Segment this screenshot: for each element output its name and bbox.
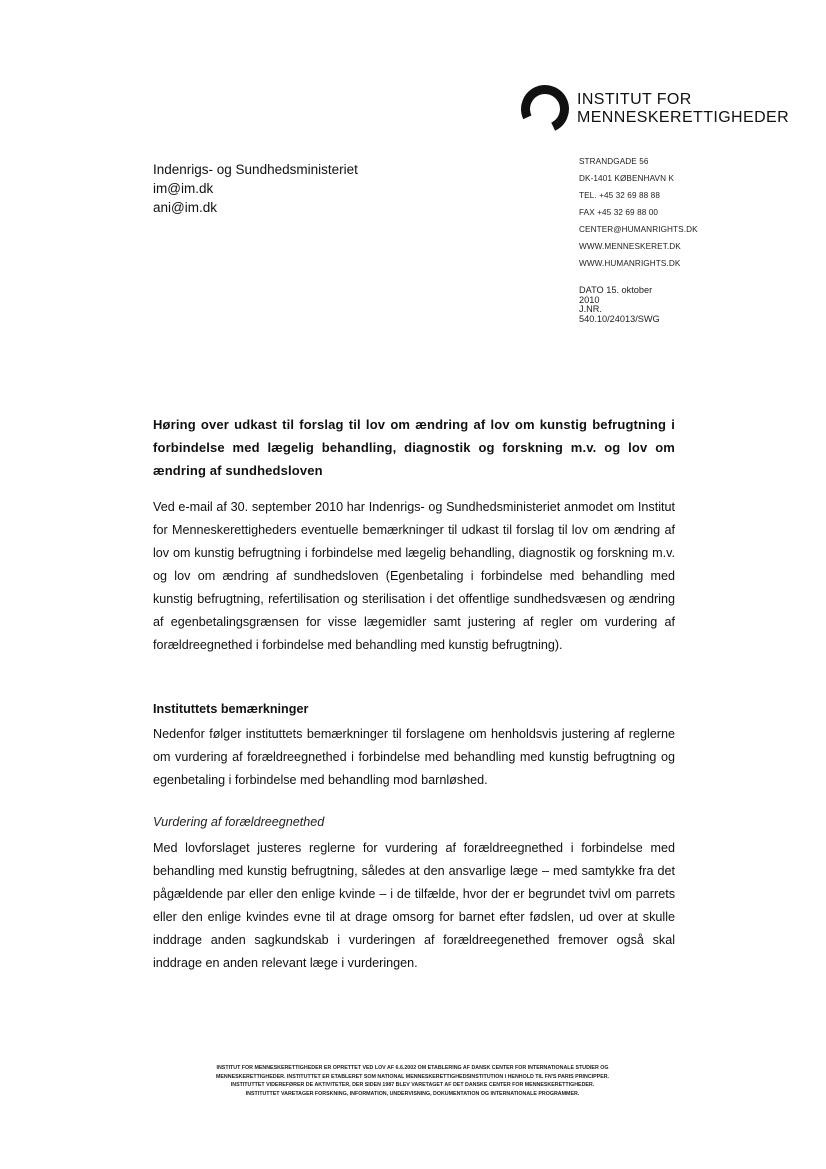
institute-logo xyxy=(519,83,789,133)
date-year: 2010 xyxy=(579,294,600,305)
recipient-email-1: im@im.dk xyxy=(153,181,214,196)
date-line: DATO 15. oktober xyxy=(579,285,653,295)
sender-fax: FAX +45 32 69 88 00 xyxy=(579,208,659,217)
parental-fitness-paragraph: Med lovforslaget justeres reglerne for vurdering af forældreegnethed i forbindelse med behandling med kunstig befrugtning, således at den ansvarlige læge – med samtykke fra det pågældende par eller den enlige kvinde – i de tilfælde, hvor der er begrundet tvivl om parrets eller den enlige kvindes evne til at drage omsorg for barnet efter fødslen, ud over at skulle inddrage anden sagkundskab i vurderingen af forældreegenethed fremover også skal inddrage en anden relevant læge i vurderingen. xyxy=(153,841,675,970)
recipient-block xyxy=(153,160,358,217)
sender-website-1: WWW.MENNESKERET.DK xyxy=(579,242,681,251)
footer-line-2: MENNESKERETTIGHEDER. INSTITUTTET ER ETABLERET SOM NATIONAL MENNESKERETTIGHEDSINSTITUTION I HENHOLD TIL FN'S PARIS PRINCIPPER. xyxy=(215,1073,610,1080)
letter-heading: Høring over udkast til forslag til lov om ændring af lov om kunstig befrugtning i forbindelse med lægelig behandling, diagnostik og forskning m.v. og lov om ændring af sundhedsloven xyxy=(153,417,675,478)
logo-text xyxy=(577,91,789,127)
footer-line-3: INSTITUTTET VIDEREFØRER DE AKTIVITETER, DER SIDEN 1987 BLEV VARETAGET AF DET DANSKE CENTER FOR MENNESKERETTIGHEDER. xyxy=(230,1082,595,1088)
remarks-paragraph: Nedenfor følger instituttets bemærkninger til forslagene om henholdsvis justering af reglerne om vurdering af forældreegnethed i forbindelse med behandling med kunstig befrugtning og egenbetaling i forbindelse med behandling mod barnløshed. xyxy=(153,727,675,787)
recipient-name: Indenrigs- og Sundhedsministeriet xyxy=(153,162,358,177)
recipient-email-2: ani@im.dk xyxy=(153,200,217,215)
logo-ring-icon xyxy=(514,78,576,140)
journal-number: 540.10/24013/SWG xyxy=(579,313,660,324)
logo-line-1: INSTITUT FOR xyxy=(577,91,692,108)
sender-email: CENTER@HUMANRIGHTS.DK xyxy=(579,225,698,234)
intro-paragraph: Ved e-mail af 30. september 2010 har Indenrigs- og Sundhedsministeriet anmodet om Institut for Menneskerettigheders eventuelle bemærkninger til udkast til forslag til lov om ændring af lov om kunstig befrugtning i forbindelse med lægelig behandling, diagnostik og forskning m.v. og lov om ændring af sundhedsloven (Egenbetaling i forbindelse med behandling med kunstig befrugtning, refertilisation og sterilisation i det offentlige sundhedsvæsen og ændring af egenbetalingsgrænsen for visse lægemidler samt justering af regler om vurdering af forældreegnethed i forbindelse med behandling med kunstig befrugtning). xyxy=(153,500,675,652)
sender-city: DK-1401 KØBENHAVN K xyxy=(579,174,675,183)
letter-footer xyxy=(160,1064,665,1098)
section-title-parental-fitness: Vurdering af forældreegnethed xyxy=(153,815,325,829)
footer-line-1: INSTITUT FOR MENNESKERETTIGHEDER ER OPRETTET VED LOV AF 6.6.2002 OM ETABLERING AF DANSK CENTER FOR INTERNATIONALE STUDIER OG xyxy=(216,1065,609,1071)
section-title-remarks: Instituttets bemærkninger xyxy=(153,702,309,716)
date-reference-block xyxy=(579,286,660,324)
sender-address: STRANDGADE 56 xyxy=(579,157,649,166)
footer-line-4: INSTITUTTET VARETAGER FORSKNING, INFORMATION, UNDERVISNING, DOKUMENTATION OG INTERNATIONALE PROGRAMMER. xyxy=(245,1090,580,1097)
sender-phone: TEL. +45 32 69 88 88 xyxy=(579,191,660,200)
logo-line-2: MENNESKERETTIGHEDER xyxy=(577,109,790,126)
journal-label: J.NR. xyxy=(579,304,602,314)
sender-contact-block xyxy=(579,153,698,272)
sender-website-2: WWW.HUMANRIGHTS.DK xyxy=(579,259,681,268)
